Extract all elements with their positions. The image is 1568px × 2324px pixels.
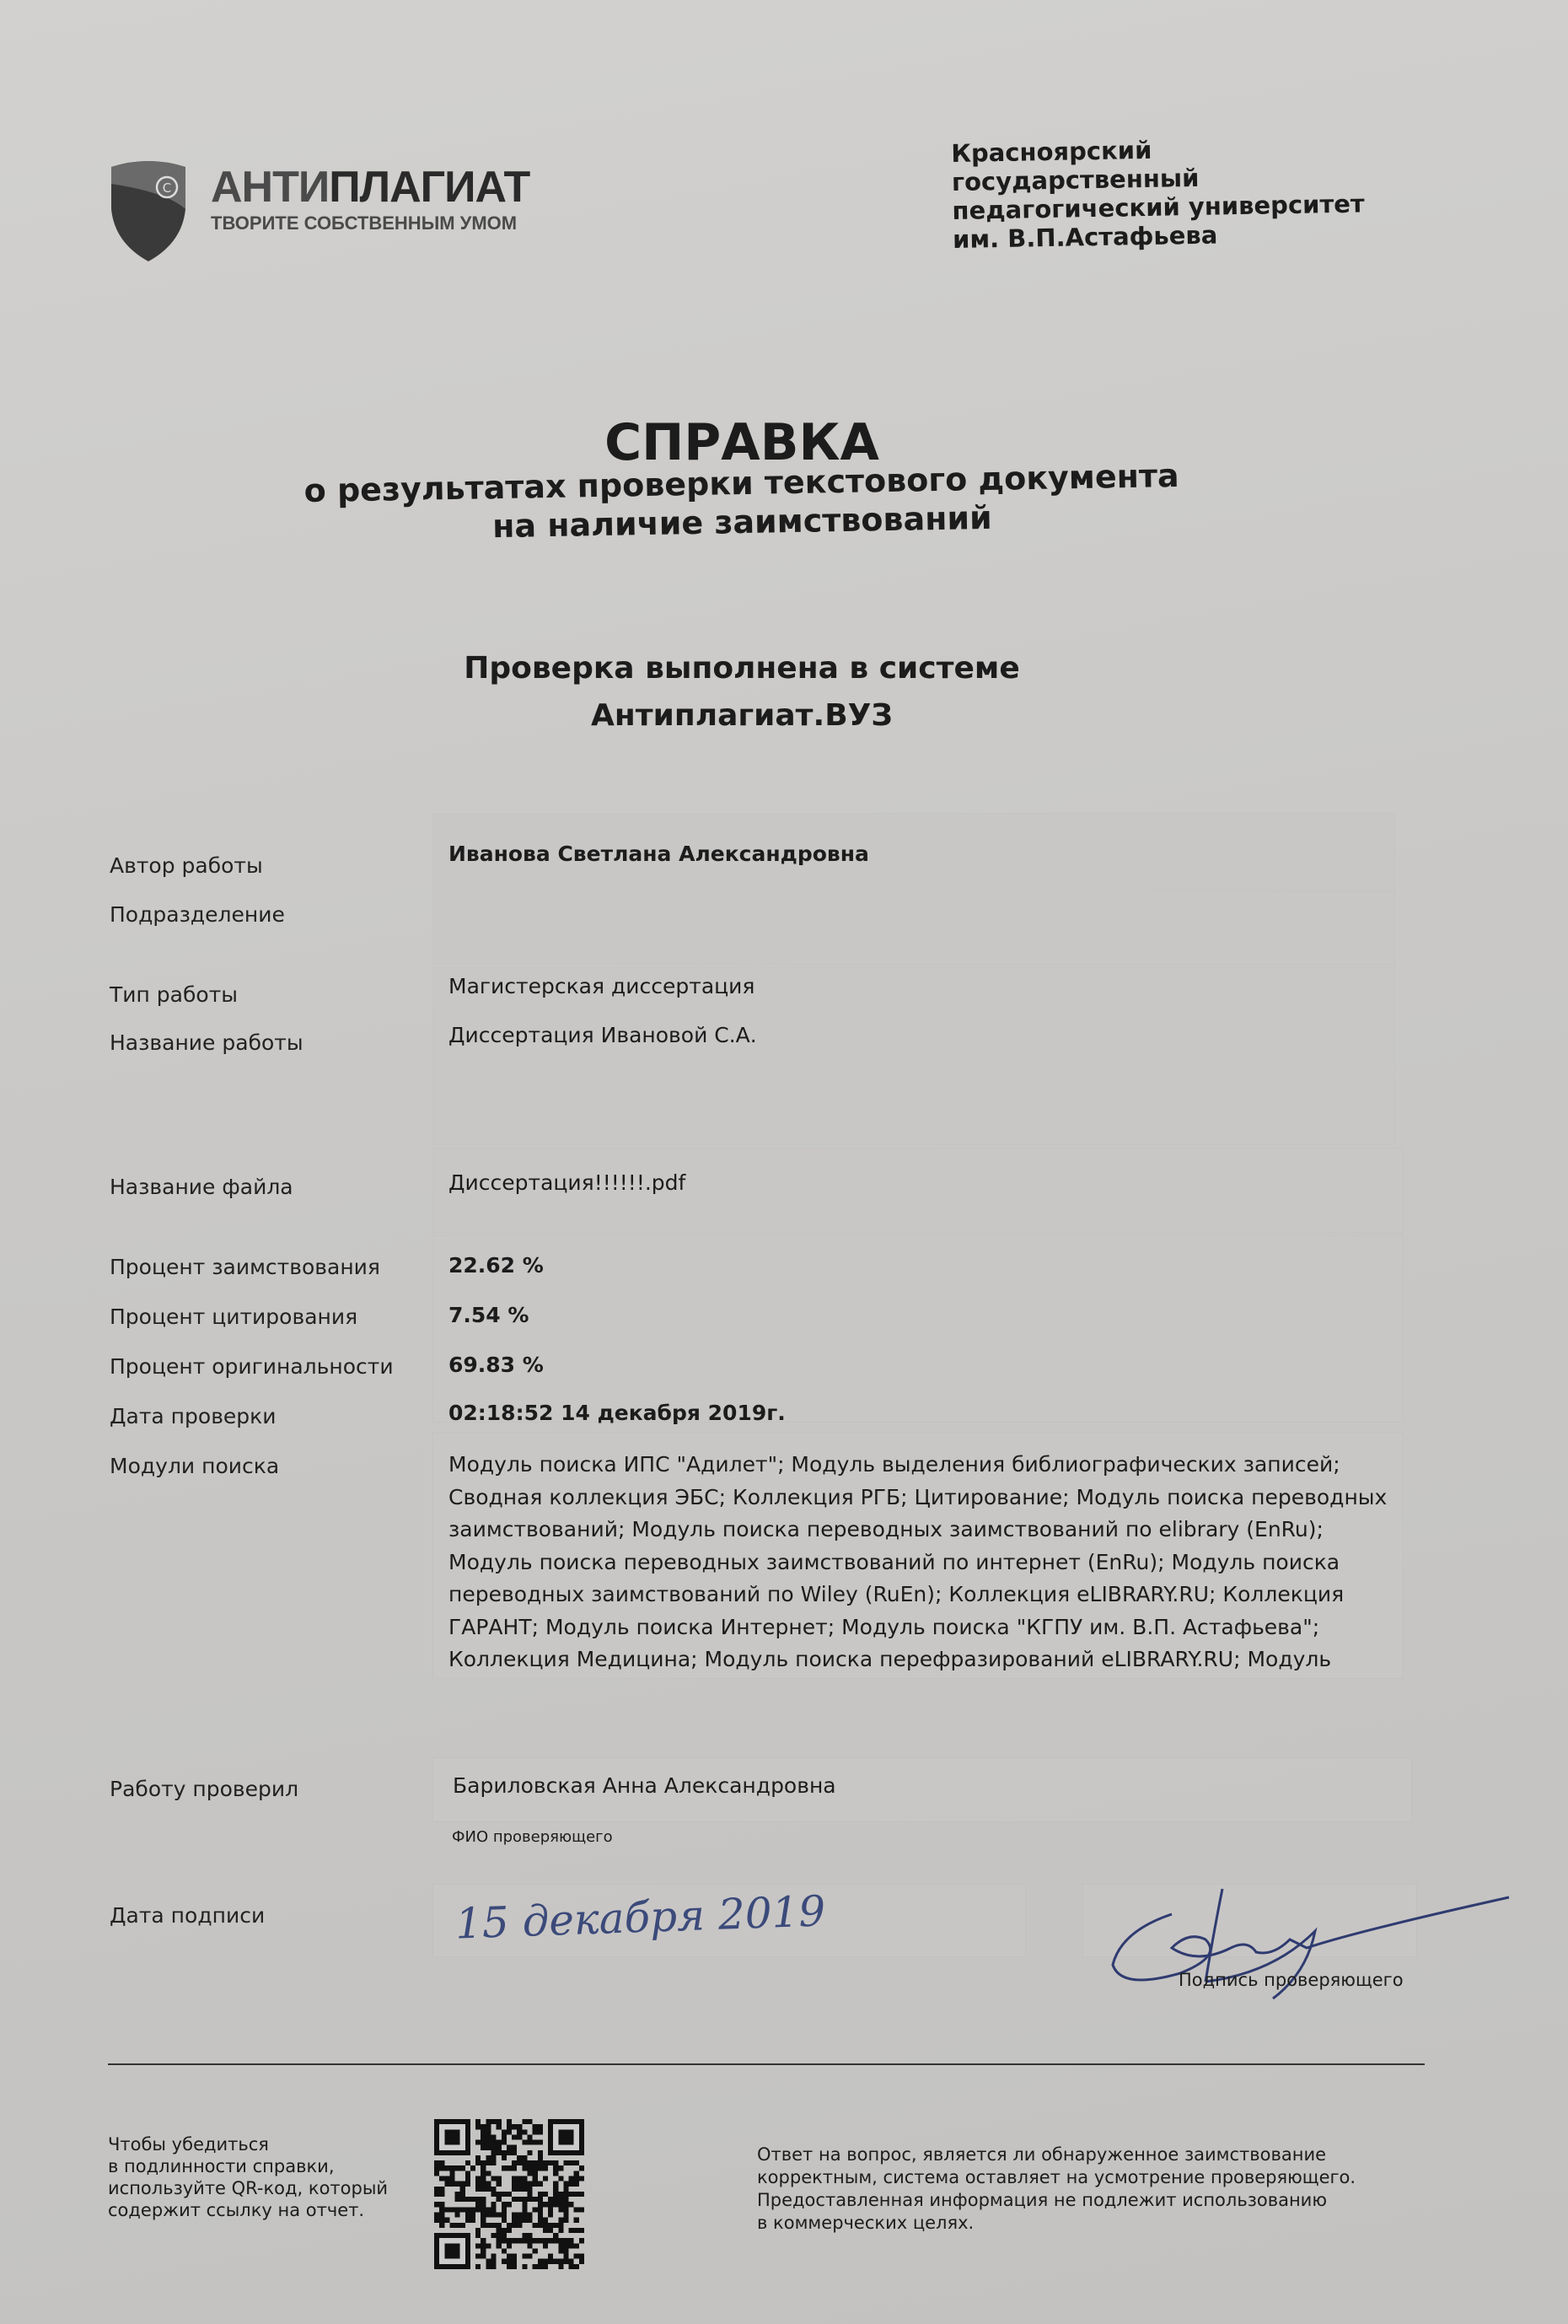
- work-type-label: Тип работы: [110, 982, 239, 1007]
- checker-value: Бариловская Анна Александровна: [453, 1773, 836, 1798]
- divider: [108, 2063, 1425, 2065]
- sign-date-label: Дата подписи: [110, 1903, 266, 1928]
- document-title: СПРАВКА: [604, 413, 879, 472]
- qr-note: Чтобы убедиться в подлинности справки, используйте QR-код, который содержит ссылку на отчет.: [108, 2134, 389, 2220]
- checker-note: ФИО проверяющего: [452, 1828, 613, 1846]
- signature-label: Подпись проверяющего: [1179, 1970, 1404, 1990]
- work-type-value: Магистерская диссертация: [448, 974, 755, 998]
- citation-value: 7.54 %: [448, 1303, 529, 1327]
- document-subtitle: о результатах проверки текстового документа на наличие заимствований: [303, 456, 1179, 546]
- svg-text:C: C: [162, 180, 172, 196]
- file-name-value: Диссертация!!!!!!.pdf: [448, 1170, 686, 1195]
- antiplagiat-shield-logo-icon: [108, 159, 189, 263]
- checker-label: Работу проверил: [110, 1777, 299, 1801]
- field-box: [433, 892, 1394, 964]
- logo-name: АНТИПЛАГИАТ: [211, 163, 530, 212]
- citation-label: Процент цитирования: [110, 1305, 358, 1329]
- field-box: [433, 1236, 1403, 1422]
- file-name-label: Название файла: [110, 1175, 293, 1199]
- university-name: Красноярский государственный педагогический университет им. В.П.Астафьева: [951, 135, 1365, 254]
- work-name-value: Диссертация Ивановой С.А.: [448, 1023, 757, 1047]
- originality-value: 69.83 %: [448, 1353, 544, 1377]
- system-info: Проверка выполнена в системе Антиплагиат.ВУЗ: [464, 651, 1020, 733]
- author-value: Иванова Светлана Александровна: [448, 842, 869, 866]
- originality-label: Процент оригинальности: [110, 1354, 394, 1379]
- division-label: Подразделение: [110, 902, 285, 927]
- modules-label: Модули поиска: [110, 1454, 280, 1478]
- check-date-label: Дата проверки: [110, 1404, 277, 1428]
- modules-value: Модуль поиска ИПС "Адилет"; Модуль выделения библиографических записей; Сводная коллекция ЭБС; Коллекция РГБ; Цитирование; Модуль поиска переводных заимствований; Модуль поиска переводных заимствований по elibrary (EnRu); Модуль поиска переводных заимствований по интернет (EnRu); Модуль поиска переводных заимствований по Wiley (RuEn); Коллекция eLIBRARY.RU; Коллекция ГАРАНТ; Модуль поиска Интернет; Модуль поиска "КГПУ им. В.П. Астафьева"; Коллекция Медицина; Модуль поиска перефразирований eLIBRARY.RU; Модуль: [448, 1452, 1388, 1671]
- work-name-label: Название работы: [110, 1030, 303, 1055]
- check-date-value: 02:18:52 14 декабря 2019г.: [448, 1401, 786, 1425]
- borrowing-value: 22.62 %: [448, 1253, 544, 1278]
- logo-tagline: ТВОРИТЕ СОБСТВЕННЫМ УМОМ: [211, 212, 518, 234]
- qr-code-icon[interactable]: [434, 2115, 584, 2273]
- author-label: Автор работы: [110, 853, 263, 878]
- disclaimer: Ответ на вопрос, является ли обнаруженное заимствование корректным, система оставляет на усмотрение проверяющего. Предоставленная информация не подлежит использованию в коммерческих целях.: [757, 2144, 1356, 2233]
- borrowing-label: Процент заимствования: [110, 1255, 380, 1279]
- handwritten-sign-date: 15 декабря 2019: [454, 1886, 827, 1949]
